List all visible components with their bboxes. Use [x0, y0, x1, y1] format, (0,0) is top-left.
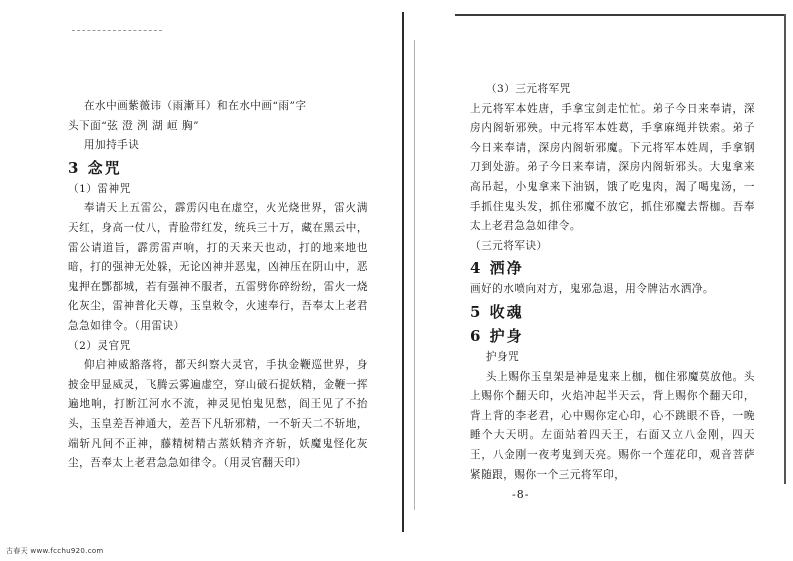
intro-line-3: 用加持手诀 — [83, 139, 140, 152]
right-page-side-edge — [784, 14, 786, 484]
section-4-title: 4 洒净 — [470, 259, 524, 278]
book-spine-line — [402, 12, 404, 532]
body-protection-spell-text: 头上赐你玉皇架是神是鬼来上枷，枷住邪魔莫放他。头上赐你个翻天印，火焰冲起半天云，背上赐你个翻天印，背上背的李老君，心中赐你定心印，心不跳眼不昏，一晚睡个大天明。左面站着四天王，右面又立八金刚，四天王，八金刚一夜考鬼到天亮。赐你一个莲花印，观音菩萨紧随跟，赐你一个三元将军印， — [470, 370, 755, 481]
intro-line-2: 头下面“弦 澄 洌 湖 峘 胸” — [68, 119, 200, 132]
body-protection-spell-title: 护身咒 — [485, 350, 520, 363]
page-number: -8- — [512, 488, 530, 501]
sanyuan-spell-text: 上元将军本姓唐，手拿宝剑走忙忙。弟子今日来奉请，深房内阁斩邪殃。中元将军本姓葛，手拿麻绳并铁索。弟子今日来奉请，深房内阁斩邪魔。下元将军本姓周，手拿钢刀到处游。弟子今日来奉请，深房内阁斩邪头。大鬼拿来高吊起，小鬼拿来下油锅，饿了吃鬼肉，渴了喝鬼汤，一手抓住鬼头发，抓住邪魔不放它，抓住邪魔去帮枷。吾奉太上老君急急如律令。 — [470, 102, 755, 233]
section-5-title: 5 收魂 — [470, 302, 524, 321]
book-spine-shadow — [414, 40, 415, 510]
section-4-text: 画好的水喷向对方，鬼邪急退，用令牌沾水洒净。 — [470, 283, 715, 296]
section-3-title: 3 念咒 — [68, 158, 122, 177]
thunder-spell-title: （1）雷神咒 — [68, 182, 131, 195]
site-watermark: 古春天 www.fcchu920.com — [6, 547, 104, 555]
lingguan-spell-title: （2）灵官咒 — [68, 339, 131, 352]
sanyuan-spell-title: （3）三元将军咒 — [485, 83, 571, 95]
left-page — [68, 0, 368, 561]
right-page — [470, 0, 755, 561]
sanyuan-spell-note: （三元将军诀） — [470, 239, 548, 252]
lingguan-spell-text: 仰启神威豁落将，都天纠察大灵官，手执金鞭巡世界，身披金甲显威灵，飞腾云雾遍虚空，穿山破石捉妖精，金鞭一挥遍地响，打断江河水不流，神灵见怕鬼见愁，阎王见了不抬头，玉皇差吾神通大，差吾下凡斩邪精，一不斩天二不斩地，端斩凡间不正神，藤精树精古蒸妖精齐齐斩，妖魔鬼怪化灰尘，吾奉太上老君急急如律令。（用灵官翻天印） — [68, 359, 368, 470]
thunder-spell-text: 奉请天上五雷公，霹雳闪电在虚空，火光烧世界，雷火满天红，身高一仗八，青脸带红发，统兵三十万，藏在黑云中，雷公请道旨，霹雳雷声响，打的天来天也动，打的地来地也暗，打的强神无处躲，无论凶神并恶鬼，凶神压在阴山中，恶鬼押在酆都城，若有强神不服者，五雷劈你碎纷纷，雷火一烧化灰尘，雷神普化天尊，玉皇敕令，火速奉行，吾奉太上老君急急如律令。（用雷诀） — [68, 202, 368, 332]
intro-line-1: 在水中画紫薇讳（雨漸耳）和在水中画“雨”字 — [83, 100, 307, 112]
section-6-title: 6 护身 — [470, 326, 524, 345]
